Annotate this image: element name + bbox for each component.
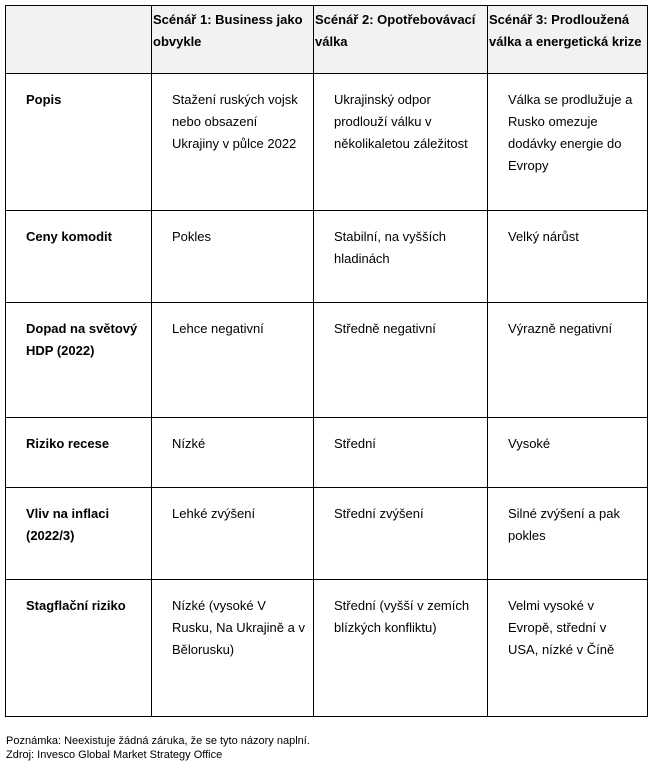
table-cell: Velmi vysoké v Evropě, střední v USA, nízké v Číně: [488, 580, 648, 717]
row-label: Popis: [6, 74, 152, 211]
table-row: [6, 211, 648, 303]
header-scenario-1: Scénář 1: Business jako obvykle: [152, 6, 314, 74]
table-row: [6, 488, 648, 580]
table-cell: Stabilní, na vyšších hladinách: [314, 211, 488, 303]
table-cell: Nízké (vysoké V Rusku, Na Ukrajině a v Bělorusku): [152, 580, 314, 717]
table-row: [6, 580, 648, 717]
table-cell: Střední zvýšení: [314, 488, 488, 580]
table-cell: Vysoké: [488, 418, 648, 488]
row-label: Dopad na světový HDP (2022): [6, 303, 152, 418]
table-cell: Válka se prodlužuje a Rusko omezuje dodávky energie do Evropy: [488, 74, 648, 211]
table-cell: Ukrajinský odpor prodlouží válku v několikaletou záležitost: [314, 74, 488, 211]
footnote-disclaimer: Poznámka: Neexistuje žádná záruka, že se tyto názory naplní.: [6, 735, 310, 747]
table-header-row: [6, 6, 648, 74]
table-cell: Středně negativní: [314, 303, 488, 418]
table-row: [6, 418, 648, 488]
table-cell: Stažení ruských vojsk nebo obsazení Ukrajiny v půlce 2022: [152, 74, 314, 211]
row-label: Riziko recese: [6, 418, 152, 488]
table-row: [6, 74, 648, 211]
table-cell: Velký nárůst: [488, 211, 648, 303]
row-label: Ceny komodit: [6, 211, 152, 303]
table-row: [6, 303, 648, 418]
table-cell: Nízké: [152, 418, 314, 488]
table-cell: Výrazně negativní: [488, 303, 648, 418]
footnotes: [6, 734, 310, 762]
table-cell: Lehce negativní: [152, 303, 314, 418]
row-label: Vliv na inflaci (2022/3): [6, 488, 152, 580]
header-scenario-2: Scénář 2: Opotřebovávací válka: [314, 6, 488, 74]
row-label: Stagflační riziko: [6, 580, 152, 717]
table-cell: Střední: [314, 418, 488, 488]
scenario-table: [5, 5, 648, 717]
table-cell: Silné zvýšení a pak pokles: [488, 488, 648, 580]
header-cell-empty: [6, 6, 152, 74]
table-cell: Lehké zvýšení: [152, 488, 314, 580]
table-cell: Pokles: [152, 211, 314, 303]
footnote-source: Zdroj: Invesco Global Market Strategy Office: [6, 749, 223, 761]
header-scenario-3: Scénář 3: Prodloužená válka a energetická krize: [488, 6, 648, 74]
table-cell: Střední (vyšší v zemích blízkých konfliktu): [314, 580, 488, 717]
